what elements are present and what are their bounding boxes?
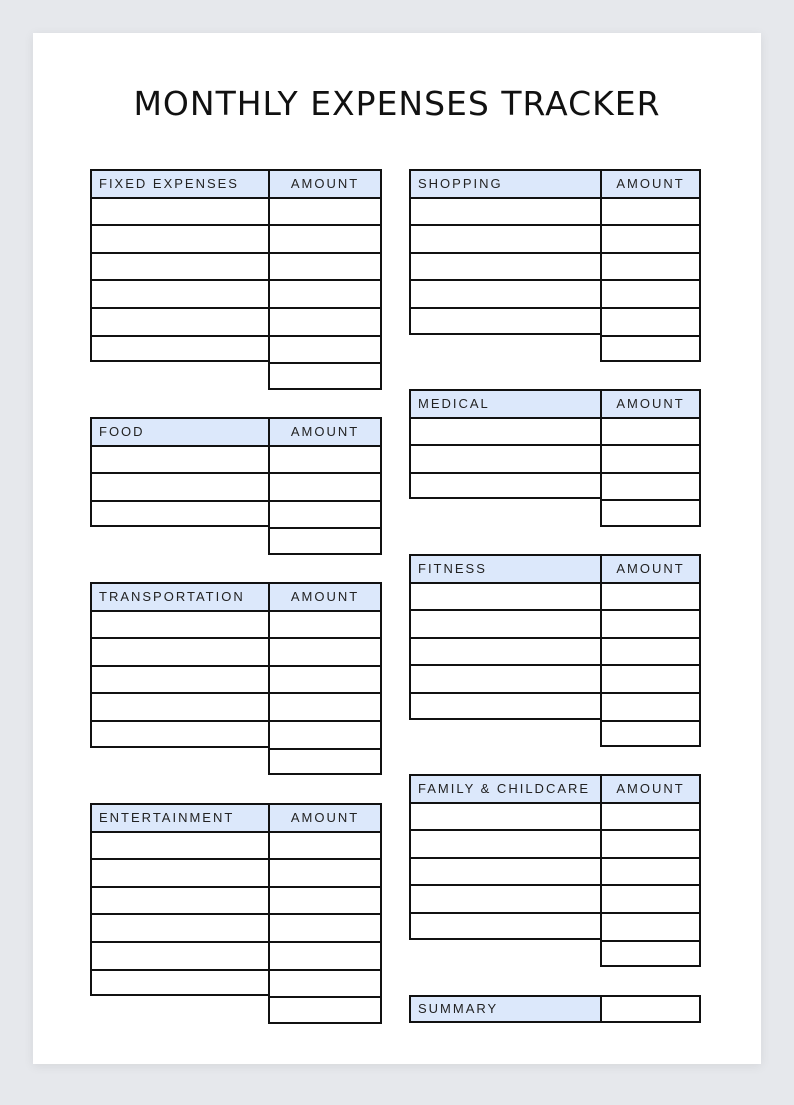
blank-spacer bbox=[90, 748, 268, 776]
amount-field[interactable] bbox=[600, 884, 701, 912]
amount-field[interactable] bbox=[268, 224, 382, 252]
table-row bbox=[409, 307, 701, 335]
expense-name-field[interactable] bbox=[90, 665, 268, 693]
transportation-table bbox=[90, 582, 382, 775]
expense-name-field[interactable] bbox=[409, 857, 600, 885]
blank-spacer bbox=[90, 362, 268, 390]
table-row bbox=[409, 335, 701, 363]
amount-field[interactable] bbox=[600, 252, 701, 280]
amount-field[interactable] bbox=[600, 224, 701, 252]
table-row bbox=[409, 884, 701, 912]
amount-field[interactable] bbox=[600, 499, 701, 527]
expense-name-field[interactable] bbox=[90, 335, 268, 363]
shopping-table bbox=[409, 169, 701, 362]
amount-header: AMOUNT bbox=[600, 169, 701, 197]
amount-field[interactable] bbox=[268, 886, 382, 914]
amount-field[interactable] bbox=[600, 664, 701, 692]
table-row bbox=[90, 941, 382, 969]
blank-spacer bbox=[409, 499, 600, 527]
amount-field[interactable] bbox=[600, 417, 701, 445]
blank-spacer bbox=[409, 940, 600, 968]
category-header: MEDICAL bbox=[409, 389, 600, 417]
table-row bbox=[409, 637, 701, 665]
table-row bbox=[409, 252, 701, 280]
amount-field[interactable] bbox=[268, 527, 382, 555]
table-row bbox=[409, 224, 701, 252]
amount-field[interactable] bbox=[600, 472, 701, 500]
table-row bbox=[90, 913, 382, 941]
amount-field[interactable] bbox=[600, 940, 701, 968]
table-row bbox=[90, 996, 382, 1024]
amount-field[interactable] bbox=[268, 720, 382, 748]
amount-field[interactable] bbox=[268, 748, 382, 776]
expense-name-field[interactable] bbox=[409, 444, 600, 472]
table-row bbox=[409, 802, 701, 830]
expense-name-field[interactable] bbox=[90, 969, 268, 997]
category-header: FAMILY & CHILDCARE bbox=[409, 774, 600, 802]
expense-name-field[interactable] bbox=[409, 582, 600, 610]
table-row bbox=[409, 720, 701, 748]
table-row bbox=[90, 445, 382, 473]
fitness-table bbox=[409, 554, 701, 747]
amount-field[interactable] bbox=[268, 913, 382, 941]
blank-spacer bbox=[90, 996, 268, 1024]
category-header: ENTERTAINMENT bbox=[90, 803, 268, 831]
food-table bbox=[90, 417, 382, 555]
summary-total-field[interactable] bbox=[600, 995, 701, 1023]
table-row bbox=[90, 720, 382, 748]
table-row bbox=[409, 197, 701, 225]
blank-spacer bbox=[409, 335, 600, 363]
expense-name-field[interactable] bbox=[90, 307, 268, 335]
amount-field[interactable] bbox=[268, 831, 382, 859]
table-row bbox=[409, 444, 701, 472]
expense-name-field[interactable] bbox=[90, 913, 268, 941]
amount-field[interactable] bbox=[600, 279, 701, 307]
category-header: TRANSPORTATION bbox=[90, 582, 268, 610]
expense-name-field[interactable] bbox=[90, 692, 268, 720]
amount-header: AMOUNT bbox=[600, 774, 701, 802]
summary-label: SUMMARY bbox=[409, 995, 600, 1023]
expense-name-field[interactable] bbox=[90, 472, 268, 500]
expense-name-field[interactable] bbox=[409, 252, 600, 280]
expense-name-field[interactable] bbox=[409, 637, 600, 665]
table-row bbox=[90, 665, 382, 693]
amount-field[interactable] bbox=[268, 252, 382, 280]
expense-name-field[interactable] bbox=[409, 609, 600, 637]
table-row bbox=[409, 692, 701, 720]
expense-name-field[interactable] bbox=[90, 720, 268, 748]
category-header: FITNESS bbox=[409, 554, 600, 582]
expense-name-field[interactable] bbox=[90, 197, 268, 225]
expense-name-field[interactable] bbox=[90, 224, 268, 252]
table-row bbox=[90, 886, 382, 914]
expense-name-field[interactable] bbox=[409, 829, 600, 857]
table-row bbox=[90, 252, 382, 280]
expense-name-field[interactable] bbox=[409, 692, 600, 720]
expense-name-field[interactable] bbox=[90, 831, 268, 859]
table-row bbox=[90, 307, 382, 335]
amount-field[interactable] bbox=[268, 335, 382, 363]
expense-name-field[interactable] bbox=[90, 637, 268, 665]
table-row bbox=[409, 417, 701, 445]
amount-field[interactable] bbox=[268, 362, 382, 390]
amount-field[interactable] bbox=[268, 692, 382, 720]
amount-field[interactable] bbox=[268, 307, 382, 335]
table-row bbox=[409, 472, 701, 500]
expense-name-field[interactable] bbox=[90, 445, 268, 473]
expense-name-field[interactable] bbox=[409, 307, 600, 335]
amount-field[interactable] bbox=[268, 279, 382, 307]
amount-field[interactable] bbox=[268, 472, 382, 500]
amount-header: AMOUNT bbox=[268, 582, 382, 610]
expense-name-field[interactable] bbox=[409, 884, 600, 912]
table-row bbox=[409, 940, 701, 968]
table-row bbox=[90, 610, 382, 638]
table-row bbox=[90, 527, 382, 555]
amount-field[interactable] bbox=[600, 307, 701, 335]
table-row bbox=[90, 748, 382, 776]
table-row bbox=[90, 500, 382, 528]
table-row bbox=[409, 609, 701, 637]
amount-field[interactable] bbox=[268, 941, 382, 969]
amount-field[interactable] bbox=[600, 609, 701, 637]
amount-field[interactable] bbox=[600, 829, 701, 857]
fixed-expenses-table bbox=[90, 169, 382, 390]
amount-field[interactable] bbox=[268, 610, 382, 638]
amount-field[interactable] bbox=[268, 969, 382, 997]
table-row bbox=[90, 197, 382, 225]
amount-field[interactable] bbox=[600, 637, 701, 665]
category-header: FIXED EXPENSES bbox=[90, 169, 268, 197]
expense-name-field[interactable] bbox=[90, 858, 268, 886]
summary-table bbox=[409, 995, 701, 1023]
expense-name-field[interactable] bbox=[409, 417, 600, 445]
amount-field[interactable] bbox=[268, 637, 382, 665]
table-row bbox=[90, 858, 382, 886]
amount-header: AMOUNT bbox=[600, 389, 701, 417]
blank-spacer bbox=[409, 720, 600, 748]
expense-name-field[interactable] bbox=[409, 472, 600, 500]
amount-field[interactable] bbox=[600, 444, 701, 472]
table-row bbox=[90, 224, 382, 252]
table-row bbox=[409, 664, 701, 692]
entertainment-table bbox=[90, 803, 382, 1024]
table-row bbox=[409, 829, 701, 857]
expense-name-field[interactable] bbox=[90, 610, 268, 638]
table-row bbox=[90, 969, 382, 997]
expense-name-field[interactable] bbox=[409, 197, 600, 225]
amount-field[interactable] bbox=[600, 692, 701, 720]
table-row bbox=[90, 362, 382, 390]
table-row bbox=[90, 692, 382, 720]
table-row bbox=[90, 335, 382, 363]
amount-header: AMOUNT bbox=[268, 803, 382, 831]
medical-table bbox=[409, 389, 701, 527]
table-row bbox=[90, 279, 382, 307]
table-row bbox=[90, 831, 382, 859]
expense-name-field[interactable] bbox=[90, 886, 268, 914]
table-row bbox=[90, 472, 382, 500]
blank-spacer bbox=[90, 527, 268, 555]
amount-field[interactable] bbox=[600, 582, 701, 610]
table-row bbox=[409, 582, 701, 610]
category-header: FOOD bbox=[90, 417, 268, 445]
amount-field[interactable] bbox=[268, 445, 382, 473]
amount-header: AMOUNT bbox=[268, 169, 382, 197]
table-row bbox=[409, 857, 701, 885]
table-row bbox=[409, 279, 701, 307]
expense-name-field[interactable] bbox=[409, 802, 600, 830]
amount-field[interactable] bbox=[600, 197, 701, 225]
expense-name-field[interactable] bbox=[90, 279, 268, 307]
amount-field[interactable] bbox=[268, 500, 382, 528]
expense-name-field[interactable] bbox=[90, 941, 268, 969]
amount-field[interactable] bbox=[268, 197, 382, 225]
expense-name-field[interactable] bbox=[409, 912, 600, 940]
expense-name-field[interactable] bbox=[409, 664, 600, 692]
amount-field[interactable] bbox=[600, 912, 701, 940]
amount-header: AMOUNT bbox=[268, 417, 382, 445]
amount-field[interactable] bbox=[600, 335, 701, 363]
table-row bbox=[409, 912, 701, 940]
amount-field[interactable] bbox=[268, 665, 382, 693]
expense-name-field[interactable] bbox=[409, 279, 600, 307]
table-row bbox=[409, 499, 701, 527]
table-row bbox=[90, 637, 382, 665]
expense-name-field[interactable] bbox=[90, 252, 268, 280]
family-childcare-table bbox=[409, 774, 701, 967]
page-title: MONTHLY EXPENSES TRACKER bbox=[133, 84, 661, 123]
amount-field[interactable] bbox=[600, 720, 701, 748]
amount-header: AMOUNT bbox=[600, 554, 701, 582]
expense-name-field[interactable] bbox=[409, 224, 600, 252]
amount-field[interactable] bbox=[268, 996, 382, 1024]
expense-name-field[interactable] bbox=[90, 500, 268, 528]
category-header: SHOPPING bbox=[409, 169, 600, 197]
amount-field[interactable] bbox=[268, 858, 382, 886]
amount-field[interactable] bbox=[600, 857, 701, 885]
amount-field[interactable] bbox=[600, 802, 701, 830]
